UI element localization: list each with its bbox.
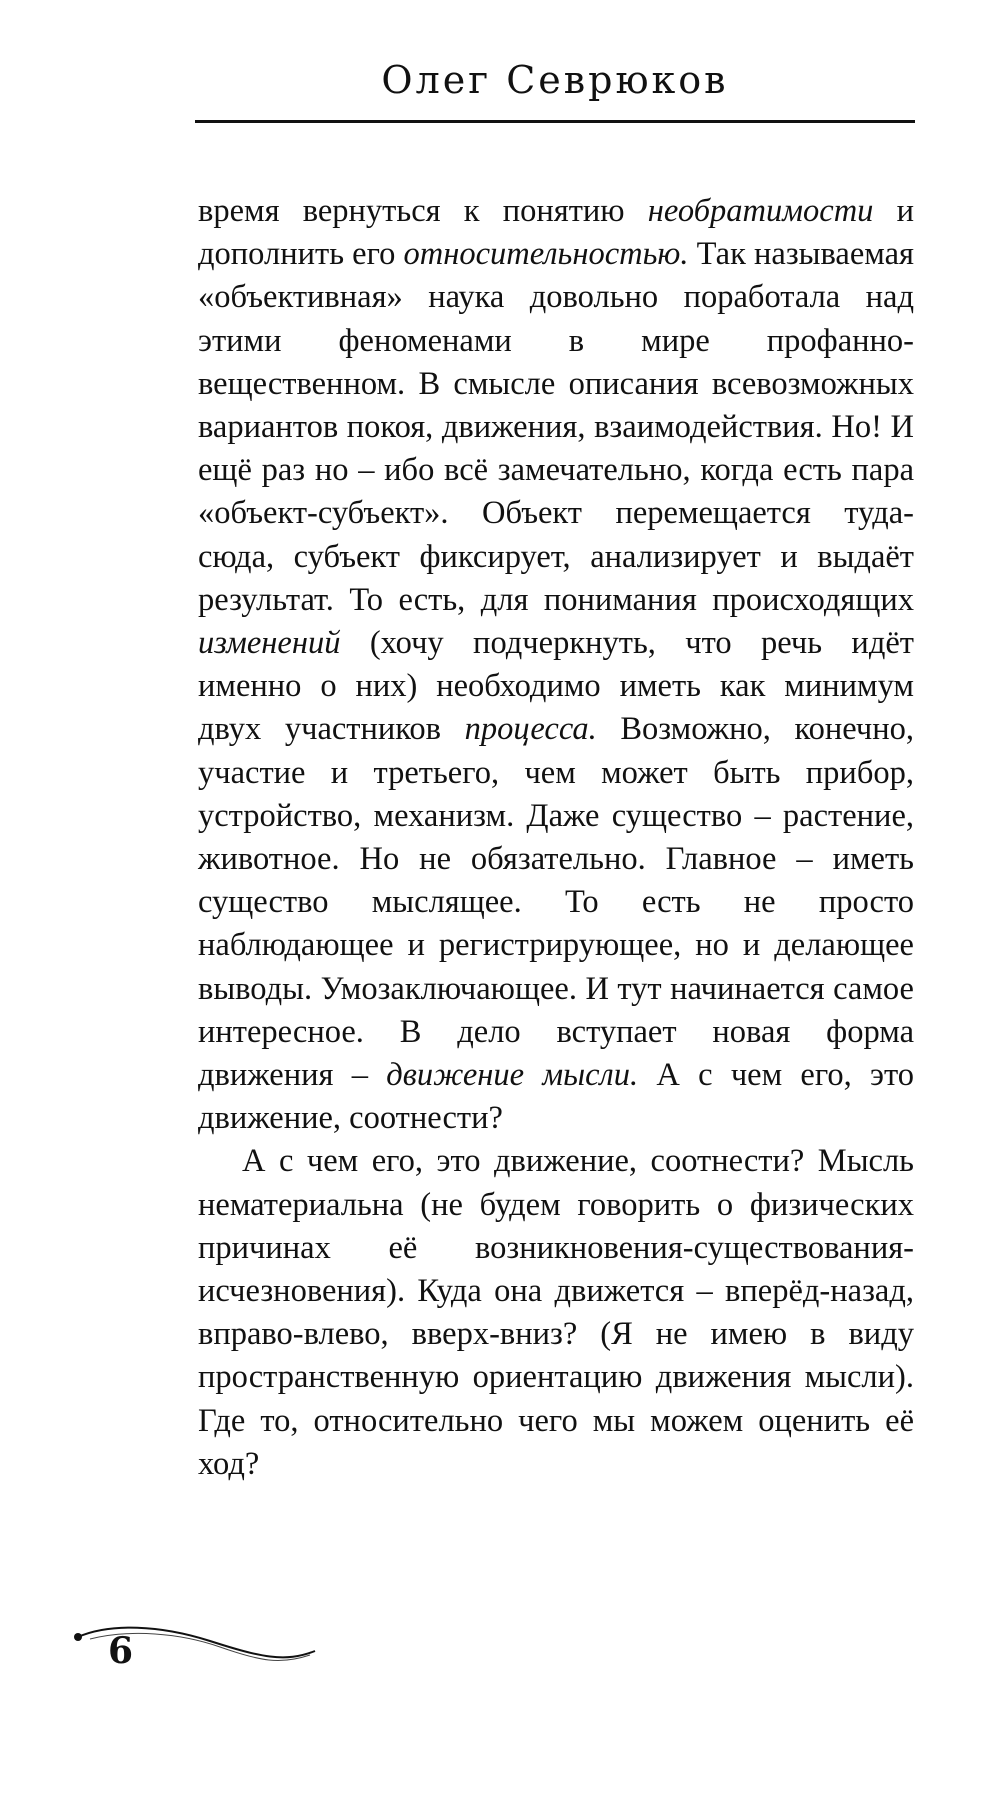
header-rule <box>195 120 915 123</box>
text-segment: и дополнить его <box>198 193 914 273</box>
italic-term-dvizhenie-mysli: движение мысли. <box>386 1057 639 1094</box>
text-segment: Так называемая «объективная» наука довольно поработала над этими феноменами в мире профанно-вещественном. В смысле описания всевозможных вариантов покоя, движения, взаимодействия. Но! И ещё раз но – ибо всё замечательно, когда есть пара «объект-субъект». Объект перемещается туда-сюда, субъект фиксирует, анализирует и выдаёт результат. То есть, для понимания происходящих <box>198 236 914 618</box>
text-segment: Возможно, конечно, участие и третьего, чем может быть прибор, устройство, механизм. Даже существо – растение, животное. Но не обязательно. Главное – иметь существо мыслящее. То есть не просто наблюдающее и регистрирующее, но и делающее выводы. Умозаключающее. И тут начинается самое интересное. В дело вступает новая форма движения – <box>198 711 914 1094</box>
page-number: 6 <box>108 1630 134 1672</box>
running-head-author: Олег Севрюков <box>381 58 729 102</box>
italic-term-izmeneniy: изменений <box>198 625 341 662</box>
italic-term-protsessa: процесса. <box>464 711 597 748</box>
body-text <box>198 190 914 1486</box>
paragraph-2 <box>198 1140 914 1486</box>
italic-term-neobratimosti: необратимости <box>647 193 874 229</box>
italic-term-otnositelnostyu: относительностью. <box>403 236 689 273</box>
text-segment: время вернуться к понятию <box>198 193 648 229</box>
text-segment: А с чем его, это движение, соотнести? Мысль нематериальна (не будем говорить о физических причинах её возникновения-существования-исчезновения). Куда она движется – вперёд-назад, вправо-влево, вверх-вниз? (Я не имею в виду пространственную ориентацию движения мысли). Где то, относительно чего мы можем оценить её ход? <box>198 1143 914 1482</box>
paragraph-1 <box>198 190 914 1140</box>
text-segment: (хочу подчеркнуть, что речь идёт именно о них) необходимо иметь как минимум двух участников <box>198 625 914 748</box>
text-segment: А с чем его, это движение, соотнести? <box>198 1057 914 1137</box>
